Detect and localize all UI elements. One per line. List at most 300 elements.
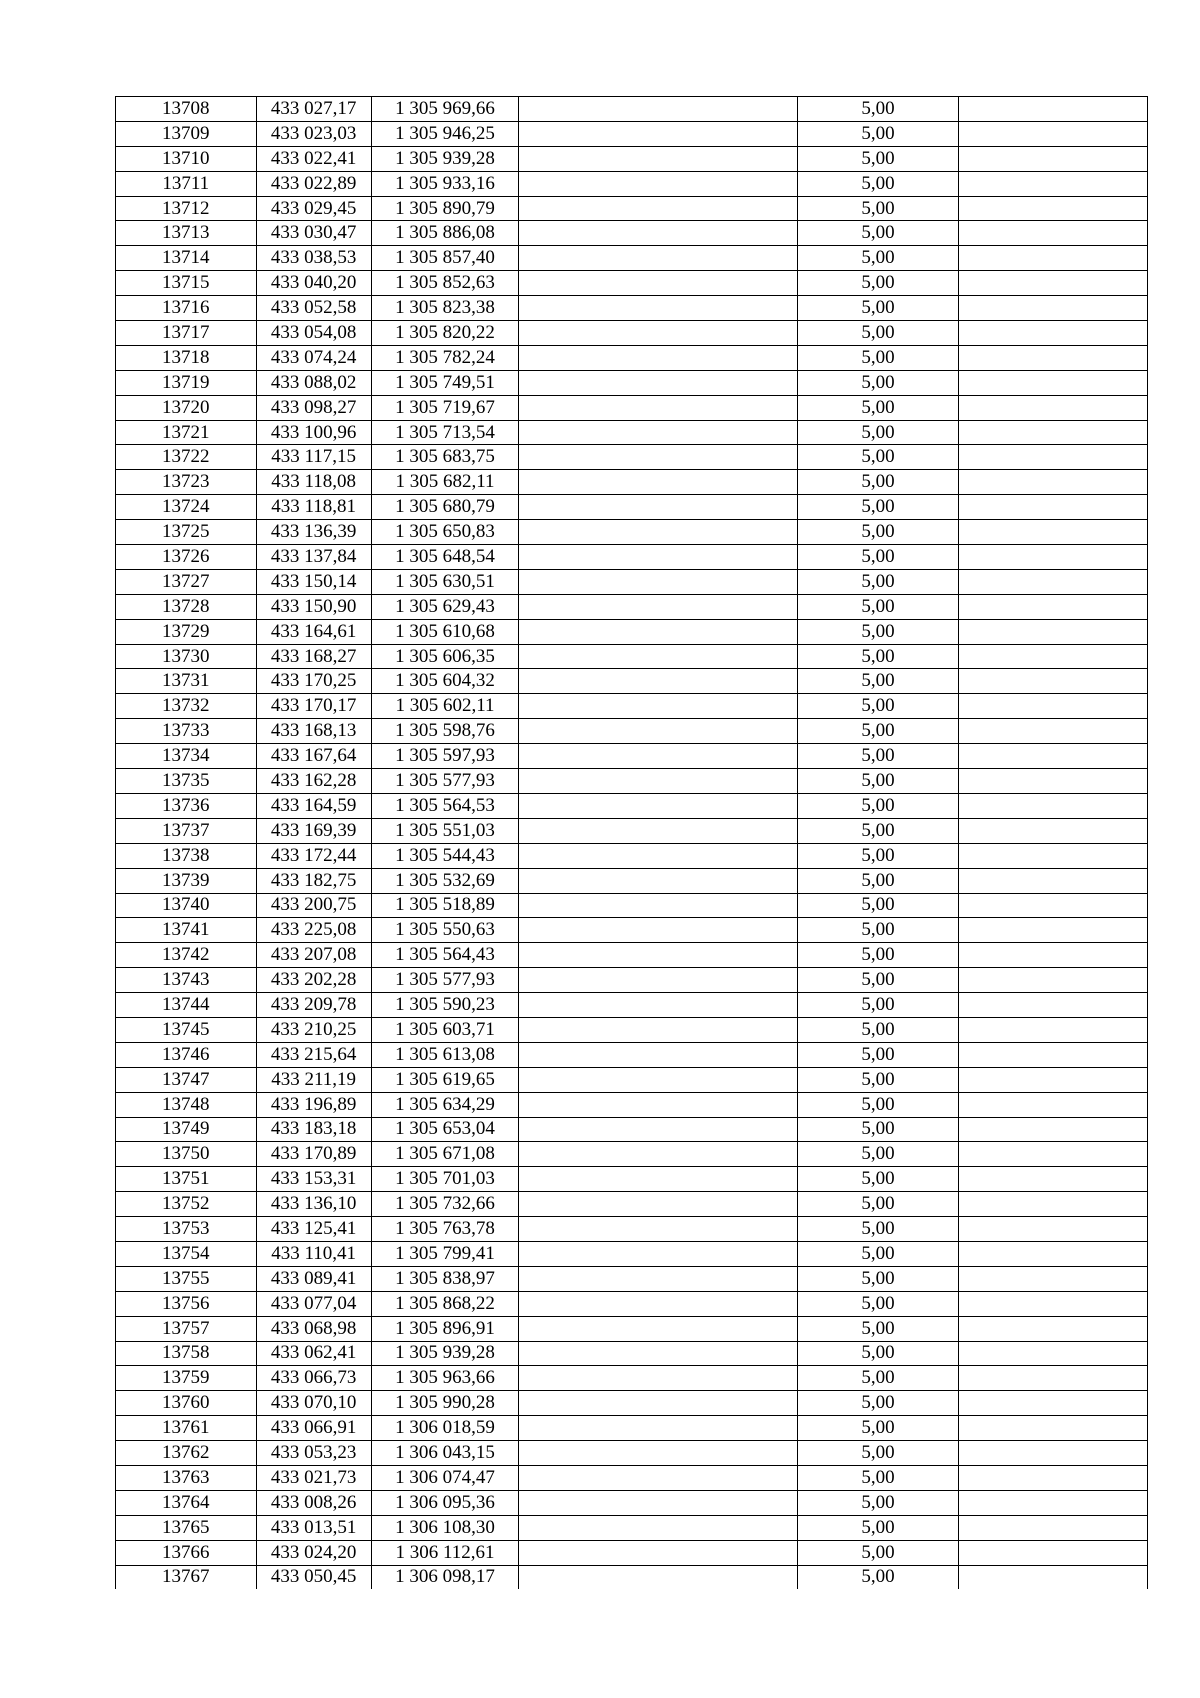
- description-cell: [519, 196, 797, 221]
- accuracy-cell: 5,00: [797, 993, 959, 1018]
- table-row: [116, 420, 1148, 445]
- table-row: [116, 918, 1148, 943]
- description-cell: [519, 669, 797, 694]
- accuracy-cell: 5,00: [797, 868, 959, 893]
- description-cell: [519, 893, 797, 918]
- note-cell: [959, 1117, 1148, 1142]
- note-cell: [959, 470, 1148, 495]
- x-coordinate-cell: 433 110,41: [256, 1241, 371, 1266]
- note-cell: [959, 445, 1148, 470]
- description-cell: [519, 644, 797, 669]
- table-row: [116, 943, 1148, 968]
- point-number-cell: 13759: [116, 1366, 257, 1391]
- note-cell: [959, 769, 1148, 794]
- accuracy-cell: 5,00: [797, 843, 959, 868]
- y-coordinate-cell: 1 306 074,47: [371, 1465, 519, 1490]
- description-cell: [519, 1117, 797, 1142]
- y-coordinate-cell: 1 305 604,32: [371, 669, 519, 694]
- accuracy-cell: 5,00: [797, 1391, 959, 1416]
- y-coordinate-cell: 1 305 719,67: [371, 395, 519, 420]
- accuracy-cell: 5,00: [797, 171, 959, 196]
- point-number-cell: 13740: [116, 893, 257, 918]
- accuracy-cell: 5,00: [797, 1291, 959, 1316]
- accuracy-cell: 5,00: [797, 1441, 959, 1466]
- x-coordinate-cell: 433 182,75: [256, 868, 371, 893]
- description-cell: [519, 296, 797, 321]
- y-coordinate-cell: 1 305 577,93: [371, 968, 519, 993]
- point-number-cell: 13722: [116, 445, 257, 470]
- table-row: [116, 1540, 1148, 1565]
- note-cell: [959, 545, 1148, 570]
- point-number-cell: 13735: [116, 769, 257, 794]
- table-row: [116, 1042, 1148, 1067]
- x-coordinate-cell: 433 013,51: [256, 1515, 371, 1540]
- accuracy-cell: 5,00: [797, 1515, 959, 1540]
- y-coordinate-cell: 1 305 613,08: [371, 1042, 519, 1067]
- x-coordinate-cell: 433 052,58: [256, 296, 371, 321]
- description-cell: [519, 1241, 797, 1266]
- description-cell: [519, 545, 797, 570]
- accuracy-cell: 5,00: [797, 1142, 959, 1167]
- note-cell: [959, 893, 1148, 918]
- point-number-cell: 13729: [116, 619, 257, 644]
- y-coordinate-cell: 1 305 782,24: [371, 345, 519, 370]
- accuracy-cell: 5,00: [797, 345, 959, 370]
- y-coordinate-cell: 1 305 550,63: [371, 918, 519, 943]
- x-coordinate-cell: 433 038,53: [256, 246, 371, 271]
- note-cell: [959, 1067, 1148, 1092]
- accuracy-cell: 5,00: [797, 1092, 959, 1117]
- point-number-cell: 13747: [116, 1067, 257, 1092]
- y-coordinate-cell: 1 305 650,83: [371, 520, 519, 545]
- description-cell: [519, 1167, 797, 1192]
- description-cell: [519, 1465, 797, 1490]
- point-number-cell: 13720: [116, 395, 257, 420]
- point-number-cell: 13739: [116, 868, 257, 893]
- y-coordinate-cell: 1 306 043,15: [371, 1441, 519, 1466]
- y-coordinate-cell: 1 305 682,11: [371, 470, 519, 495]
- x-coordinate-cell: 433 211,19: [256, 1067, 371, 1092]
- y-coordinate-cell: 1 305 963,66: [371, 1366, 519, 1391]
- x-coordinate-cell: 433 136,39: [256, 520, 371, 545]
- accuracy-cell: 5,00: [797, 420, 959, 445]
- note-cell: [959, 993, 1148, 1018]
- description-cell: [519, 420, 797, 445]
- table-row: [116, 97, 1148, 122]
- accuracy-cell: 5,00: [797, 221, 959, 246]
- y-coordinate-cell: 1 305 713,54: [371, 420, 519, 445]
- point-number-cell: 13732: [116, 694, 257, 719]
- x-coordinate-cell: 433 202,28: [256, 968, 371, 993]
- point-number-cell: 13717: [116, 321, 257, 346]
- description-cell: [519, 1540, 797, 1565]
- note-cell: [959, 121, 1148, 146]
- accuracy-cell: 5,00: [797, 1465, 959, 1490]
- x-coordinate-cell: 433 136,10: [256, 1192, 371, 1217]
- description-cell: [519, 121, 797, 146]
- x-coordinate-cell: 433 053,23: [256, 1441, 371, 1466]
- point-number-cell: 13723: [116, 470, 257, 495]
- point-number-cell: 13721: [116, 420, 257, 445]
- accuracy-cell: 5,00: [797, 1217, 959, 1242]
- accuracy-cell: 5,00: [797, 1316, 959, 1341]
- y-coordinate-cell: 1 306 095,36: [371, 1490, 519, 1515]
- x-coordinate-cell: 433 200,75: [256, 893, 371, 918]
- table-row: [116, 968, 1148, 993]
- description-cell: [519, 445, 797, 470]
- point-number-cell: 13763: [116, 1465, 257, 1490]
- note-cell: [959, 271, 1148, 296]
- point-number-cell: 13743: [116, 968, 257, 993]
- x-coordinate-cell: 433 137,84: [256, 545, 371, 570]
- table-row: [116, 1391, 1148, 1416]
- accuracy-cell: 5,00: [797, 669, 959, 694]
- note-cell: [959, 1316, 1148, 1341]
- x-coordinate-cell: 433 077,04: [256, 1291, 371, 1316]
- note-cell: [959, 744, 1148, 769]
- point-number-cell: 13714: [116, 246, 257, 271]
- description-cell: [519, 395, 797, 420]
- accuracy-cell: 5,00: [797, 644, 959, 669]
- accuracy-cell: 5,00: [797, 918, 959, 943]
- x-coordinate-cell: 433 066,91: [256, 1416, 371, 1441]
- note-cell: [959, 1042, 1148, 1067]
- x-coordinate-cell: 433 100,96: [256, 420, 371, 445]
- point-number-cell: 13766: [116, 1540, 257, 1565]
- description-cell: [519, 619, 797, 644]
- point-number-cell: 13712: [116, 196, 257, 221]
- y-coordinate-cell: 1 305 701,03: [371, 1167, 519, 1192]
- table-row: [116, 1192, 1148, 1217]
- point-number-cell: 13708: [116, 97, 257, 122]
- y-coordinate-cell: 1 305 602,11: [371, 694, 519, 719]
- y-coordinate-cell: 1 305 564,53: [371, 793, 519, 818]
- x-coordinate-cell: 433 170,17: [256, 694, 371, 719]
- x-coordinate-cell: 433 089,41: [256, 1266, 371, 1291]
- x-coordinate-cell: 433 215,64: [256, 1042, 371, 1067]
- point-number-cell: 13734: [116, 744, 257, 769]
- table-row: [116, 1316, 1148, 1341]
- table-row: [116, 1465, 1148, 1490]
- y-coordinate-cell: 1 305 648,54: [371, 545, 519, 570]
- y-coordinate-cell: 1 305 610,68: [371, 619, 519, 644]
- note-cell: [959, 221, 1148, 246]
- y-coordinate-cell: 1 305 820,22: [371, 321, 519, 346]
- y-coordinate-cell: 1 305 551,03: [371, 818, 519, 843]
- description-cell: [519, 345, 797, 370]
- accuracy-cell: 5,00: [797, 470, 959, 495]
- x-coordinate-cell: 433 225,08: [256, 918, 371, 943]
- accuracy-cell: 5,00: [797, 744, 959, 769]
- accuracy-cell: 5,00: [797, 1017, 959, 1042]
- description-cell: [519, 370, 797, 395]
- description-cell: [519, 1266, 797, 1291]
- y-coordinate-cell: 1 305 544,43: [371, 843, 519, 868]
- note-cell: [959, 1092, 1148, 1117]
- description-cell: [519, 943, 797, 968]
- note-cell: [959, 246, 1148, 271]
- table-row: [116, 171, 1148, 196]
- table-row: [116, 818, 1148, 843]
- y-coordinate-cell: 1 305 939,28: [371, 146, 519, 171]
- x-coordinate-cell: 433 170,89: [256, 1142, 371, 1167]
- table-row: [116, 121, 1148, 146]
- point-number-cell: 13711: [116, 171, 257, 196]
- x-coordinate-cell: 433 207,08: [256, 943, 371, 968]
- note-cell: [959, 694, 1148, 719]
- y-coordinate-cell: 1 306 108,30: [371, 1515, 519, 1540]
- point-number-cell: 13757: [116, 1316, 257, 1341]
- table-row: [116, 1017, 1148, 1042]
- table-row: [116, 221, 1148, 246]
- table-row: [116, 1366, 1148, 1391]
- accuracy-cell: 5,00: [797, 1192, 959, 1217]
- point-number-cell: 13738: [116, 843, 257, 868]
- point-number-cell: 13742: [116, 943, 257, 968]
- y-coordinate-cell: 1 305 732,66: [371, 1192, 519, 1217]
- point-number-cell: 13749: [116, 1117, 257, 1142]
- y-coordinate-cell: 1 305 680,79: [371, 495, 519, 520]
- point-number-cell: 13710: [116, 146, 257, 171]
- table-row: [116, 470, 1148, 495]
- point-number-cell: 13727: [116, 569, 257, 594]
- table-row: [116, 1341, 1148, 1366]
- note-cell: [959, 97, 1148, 122]
- note-cell: [959, 1441, 1148, 1466]
- accuracy-cell: 5,00: [797, 321, 959, 346]
- description-cell: [519, 719, 797, 744]
- point-number-cell: 13736: [116, 793, 257, 818]
- point-number-cell: 13754: [116, 1241, 257, 1266]
- table-row: [116, 1067, 1148, 1092]
- x-coordinate-cell: 433 125,41: [256, 1217, 371, 1242]
- x-coordinate-cell: 433 162,28: [256, 769, 371, 794]
- x-coordinate-cell: 433 074,24: [256, 345, 371, 370]
- x-coordinate-cell: 433 150,14: [256, 569, 371, 594]
- point-number-cell: 13751: [116, 1167, 257, 1192]
- table-row: [116, 321, 1148, 346]
- note-cell: [959, 1366, 1148, 1391]
- x-coordinate-cell: 433 022,41: [256, 146, 371, 171]
- table-row: [116, 395, 1148, 420]
- table-row: [116, 594, 1148, 619]
- x-coordinate-cell: 433 070,10: [256, 1391, 371, 1416]
- accuracy-cell: 5,00: [797, 271, 959, 296]
- point-number-cell: 13755: [116, 1266, 257, 1291]
- accuracy-cell: 5,00: [797, 545, 959, 570]
- x-coordinate-cell: 433 008,26: [256, 1490, 371, 1515]
- note-cell: [959, 594, 1148, 619]
- x-coordinate-cell: 433 164,61: [256, 619, 371, 644]
- accuracy-cell: 5,00: [797, 1042, 959, 1067]
- point-number-cell: 13741: [116, 918, 257, 943]
- description-cell: [519, 594, 797, 619]
- table-row: [116, 370, 1148, 395]
- table-row: [116, 744, 1148, 769]
- x-coordinate-cell: 433 209,78: [256, 993, 371, 1018]
- x-coordinate-cell: 433 030,47: [256, 221, 371, 246]
- description-cell: [519, 818, 797, 843]
- point-number-cell: 13715: [116, 271, 257, 296]
- description-cell: [519, 968, 797, 993]
- x-coordinate-cell: 433 029,45: [256, 196, 371, 221]
- table-row: [116, 296, 1148, 321]
- table-row: [116, 1266, 1148, 1291]
- point-number-cell: 13719: [116, 370, 257, 395]
- description-cell: [519, 868, 797, 893]
- y-coordinate-cell: 1 305 799,41: [371, 1241, 519, 1266]
- table-row: [116, 893, 1148, 918]
- y-coordinate-cell: 1 306 018,59: [371, 1416, 519, 1441]
- accuracy-cell: 5,00: [797, 1416, 959, 1441]
- note-cell: [959, 395, 1148, 420]
- table-row: [116, 719, 1148, 744]
- point-number-cell: 13750: [116, 1142, 257, 1167]
- y-coordinate-cell: 1 305 683,75: [371, 445, 519, 470]
- table-row: [116, 843, 1148, 868]
- table-row: [116, 1167, 1148, 1192]
- accuracy-cell: 5,00: [797, 594, 959, 619]
- description-cell: [519, 221, 797, 246]
- y-coordinate-cell: 1 305 619,65: [371, 1067, 519, 1092]
- description-cell: [519, 246, 797, 271]
- point-number-cell: 13724: [116, 495, 257, 520]
- x-coordinate-cell: 433 068,98: [256, 1316, 371, 1341]
- table-row: [116, 569, 1148, 594]
- accuracy-cell: 5,00: [797, 1266, 959, 1291]
- description-cell: [519, 1042, 797, 1067]
- x-coordinate-cell: 433 054,08: [256, 321, 371, 346]
- accuracy-cell: 5,00: [797, 968, 959, 993]
- y-coordinate-cell: 1 305 946,25: [371, 121, 519, 146]
- y-coordinate-cell: 1 305 518,89: [371, 893, 519, 918]
- x-coordinate-cell: 433 168,13: [256, 719, 371, 744]
- point-number-cell: 13725: [116, 520, 257, 545]
- table-row: [116, 694, 1148, 719]
- accuracy-cell: 5,00: [797, 1117, 959, 1142]
- y-coordinate-cell: 1 305 990,28: [371, 1391, 519, 1416]
- y-coordinate-cell: 1 305 597,93: [371, 744, 519, 769]
- note-cell: [959, 296, 1148, 321]
- x-coordinate-cell: 433 210,25: [256, 1017, 371, 1042]
- table-row: [116, 793, 1148, 818]
- table-row: [116, 1441, 1148, 1466]
- description-cell: [519, 271, 797, 296]
- x-coordinate-cell: 433 088,02: [256, 370, 371, 395]
- accuracy-cell: 5,00: [797, 1241, 959, 1266]
- x-coordinate-cell: 433 168,27: [256, 644, 371, 669]
- x-coordinate-cell: 433 118,81: [256, 495, 371, 520]
- point-number-cell: 13764: [116, 1490, 257, 1515]
- x-coordinate-cell: 433 170,25: [256, 669, 371, 694]
- x-coordinate-cell: 433 169,39: [256, 818, 371, 843]
- y-coordinate-cell: 1 305 603,71: [371, 1017, 519, 1042]
- table-row: [116, 1416, 1148, 1441]
- point-number-cell: 13728: [116, 594, 257, 619]
- point-number-cell: 13733: [116, 719, 257, 744]
- note-cell: [959, 1167, 1148, 1192]
- accuracy-cell: 5,00: [797, 246, 959, 271]
- point-number-cell: 13761: [116, 1416, 257, 1441]
- table-row: [116, 495, 1148, 520]
- accuracy-cell: 5,00: [797, 1490, 959, 1515]
- table-row: [116, 1515, 1148, 1540]
- y-coordinate-cell: 1 305 896,91: [371, 1316, 519, 1341]
- x-coordinate-cell: 433 066,73: [256, 1366, 371, 1391]
- note-cell: [959, 495, 1148, 520]
- note-cell: [959, 719, 1148, 744]
- note-cell: [959, 1217, 1148, 1242]
- note-cell: [959, 818, 1148, 843]
- point-number-cell: 13744: [116, 993, 257, 1018]
- x-coordinate-cell: 433 062,41: [256, 1341, 371, 1366]
- point-number-cell: 13731: [116, 669, 257, 694]
- note-cell: [959, 1341, 1148, 1366]
- description-cell: [519, 1391, 797, 1416]
- note-cell: [959, 1241, 1148, 1266]
- table-row: [116, 520, 1148, 545]
- y-coordinate-cell: 1 306 112,61: [371, 1540, 519, 1565]
- y-coordinate-cell: 1 305 630,51: [371, 569, 519, 594]
- y-coordinate-cell: 1 305 629,43: [371, 594, 519, 619]
- description-cell: [519, 744, 797, 769]
- note-cell: [959, 370, 1148, 395]
- point-number-cell: 13737: [116, 818, 257, 843]
- accuracy-cell: 5,00: [797, 121, 959, 146]
- point-number-cell: 13748: [116, 1092, 257, 1117]
- x-coordinate-cell: 433 172,44: [256, 843, 371, 868]
- note-cell: [959, 1391, 1148, 1416]
- coordinates-table: [115, 96, 1148, 1589]
- y-coordinate-cell: 1 305 886,08: [371, 221, 519, 246]
- x-coordinate-cell: 433 021,73: [256, 1465, 371, 1490]
- table-row: [116, 1092, 1148, 1117]
- y-coordinate-cell: 1 305 532,69: [371, 868, 519, 893]
- description-cell: [519, 1341, 797, 1366]
- description-cell: [519, 1565, 797, 1589]
- note-cell: [959, 1192, 1148, 1217]
- table-row: [116, 868, 1148, 893]
- point-number-cell: 13709: [116, 121, 257, 146]
- x-coordinate-cell: 433 196,89: [256, 1092, 371, 1117]
- y-coordinate-cell: 1 305 838,97: [371, 1266, 519, 1291]
- x-coordinate-cell: 433 027,17: [256, 97, 371, 122]
- note-cell: [959, 1291, 1148, 1316]
- description-cell: [519, 1017, 797, 1042]
- accuracy-cell: 5,00: [797, 395, 959, 420]
- point-number-cell: 13718: [116, 345, 257, 370]
- point-number-cell: 13753: [116, 1217, 257, 1242]
- note-cell: [959, 669, 1148, 694]
- accuracy-cell: 5,00: [797, 569, 959, 594]
- x-coordinate-cell: 433 167,64: [256, 744, 371, 769]
- note-cell: [959, 1416, 1148, 1441]
- description-cell: [519, 470, 797, 495]
- y-coordinate-cell: 1 305 606,35: [371, 644, 519, 669]
- description-cell: [519, 1490, 797, 1515]
- table-row: [116, 1117, 1148, 1142]
- accuracy-cell: 5,00: [797, 818, 959, 843]
- description-cell: [519, 1192, 797, 1217]
- description-cell: [519, 918, 797, 943]
- note-cell: [959, 569, 1148, 594]
- x-coordinate-cell: 433 098,27: [256, 395, 371, 420]
- note-cell: [959, 619, 1148, 644]
- y-coordinate-cell: 1 305 634,29: [371, 1092, 519, 1117]
- description-cell: [519, 793, 797, 818]
- accuracy-cell: 5,00: [797, 495, 959, 520]
- x-coordinate-cell: 433 040,20: [256, 271, 371, 296]
